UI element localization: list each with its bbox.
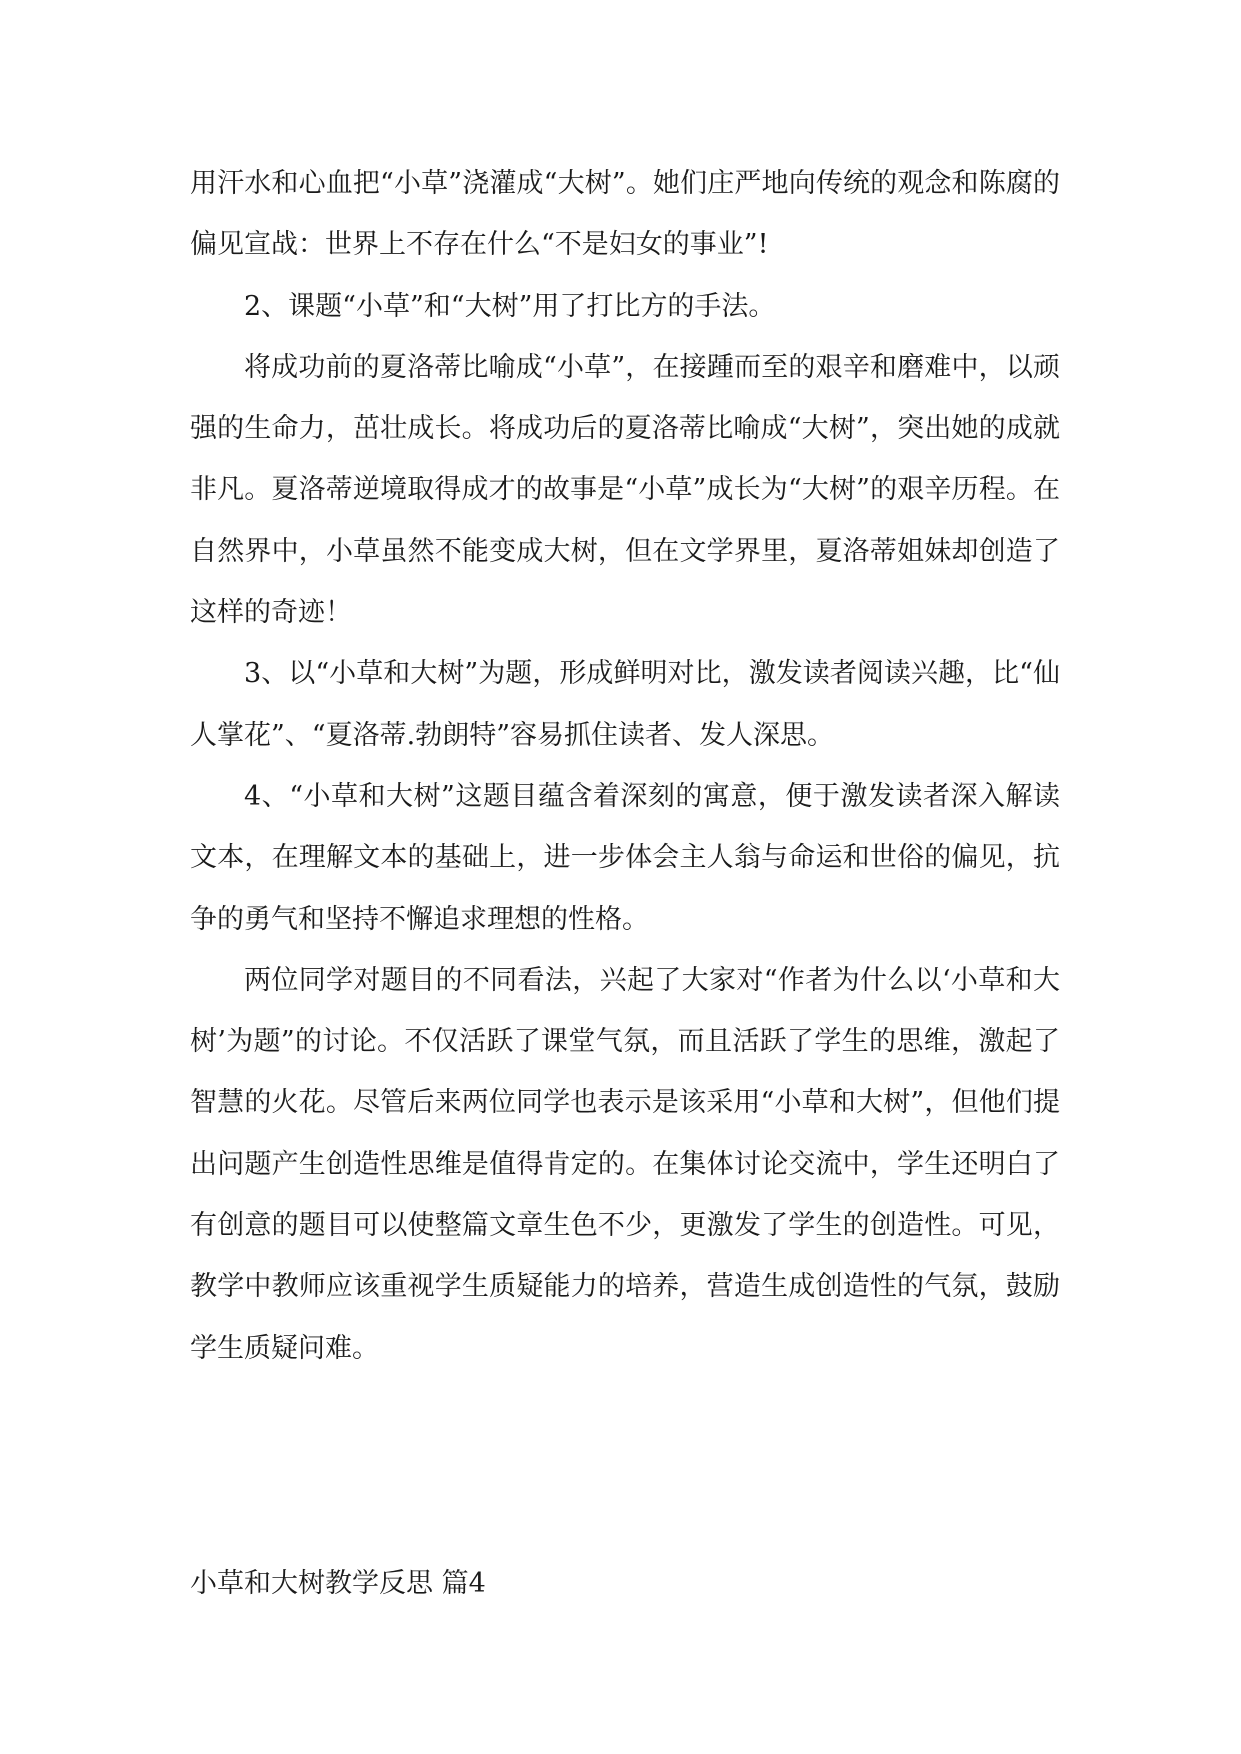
paragraph-point-3: 3、以“小草和大树”为题，形成鲜明对比，激发读者阅读兴趣，比“仙人掌花”、“夏洛蒂.勃朗特”容易抓住读者、发人深思。: [190, 658, 1060, 751]
paragraph-point-4: 4、“小草和大树”这题目蕴含着深刻的寓意，便于激发读者深入解读文本，在理解文本的基础上，进一步体会主人翁与命运和世俗的偏见，抗争的勇气和坚持不懈追求理想的性格。: [190, 780, 1060, 935]
paragraph-point-2: 2、课题“小草”和“大树”用了打比方的手法。: [244, 290, 776, 322]
paragraph-continuation: 用汗水和心血把“小草”浇灌成“大树”。她们庄严地向传统的观念和陈腐的偏见宣战：世界上不存在什么“不是妇女的事业”!: [190, 168, 1060, 261]
section-heading: 小草和大树教学反思 篇4: [190, 1568, 486, 1599]
paragraph-discussion: 两位同学对题目的不同看法，兴起了大家对“作者为什么以‘小草和大树’为题”的讨论。不仅活跃了课堂气氛，而且活跃了学生的思维，激起了智慧的火花。尽管后来两位同学也表示是该采用“小草和大树”，但他们提出问题产生创造性思维是值得肯定的。在集体讨论交流中，学生还明白了有创意的题目可以使整篇文章生色不少，更激发了学生的创造性。可见，教学中教师应该重视学生质疑能力的培养，营造生成创造性的气氛，鼓励学生质疑问难。: [190, 964, 1060, 1364]
paragraph-metaphor: 将成功前的夏洛蒂比喻成“小草”，在接踵而至的艰辛和磨难中，以顽强的生命力，茁壮成长。将成功后的夏洛蒂比喻成“大树”，突出她的成就非凡。夏洛蒂逆境取得成才的故事是“小草”成长为“大树”的艰辛历程。在自然界中，小草虽然不能变成大树，但在文学界里，夏洛蒂姐妹却创造了这样的奇迹！: [190, 351, 1060, 629]
document-body: [190, 153, 1060, 1379]
